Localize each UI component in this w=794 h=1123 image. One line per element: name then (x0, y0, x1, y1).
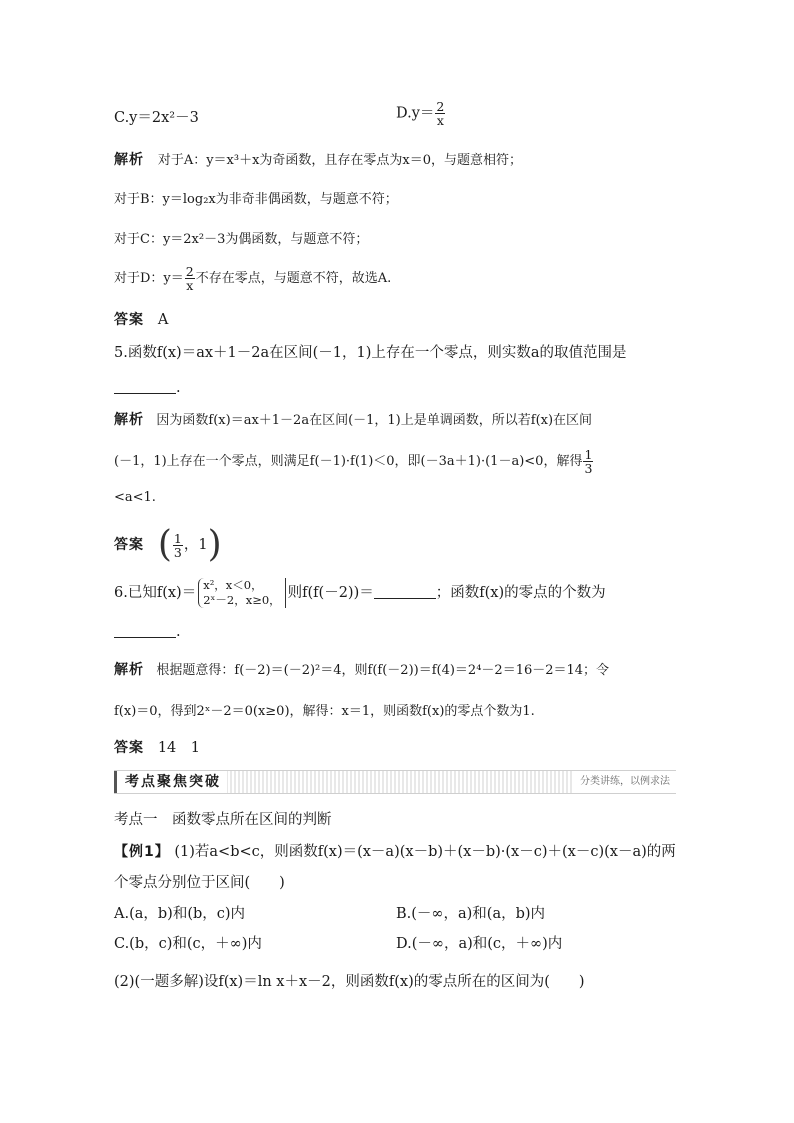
q5-solution-line1 (114, 410, 592, 431)
answer-fraction (173, 532, 183, 559)
piecewise-case-1: x²，x＜0， (203, 578, 263, 592)
q6-solution-line1 (114, 660, 609, 681)
example1-option-c: C.(b，c)和(c，＋∞)内 (114, 936, 262, 952)
q4-solution-line-a (114, 150, 522, 171)
q4-option-d (396, 100, 446, 127)
q5-answer (114, 524, 222, 565)
q4-option-d-prefix: D.y＝ (396, 105, 435, 122)
q6-answer (114, 738, 200, 758)
section-subtitle: 分类讲练，以例求法 (574, 771, 676, 793)
example1-option-b: B.(－∞，a)和(a，b)内 (396, 906, 546, 922)
q5-stem: 5.函数f(x)＝ax＋1－2a在区间(－1，1)上存在一个零点，则实数a的取值范围是 (114, 345, 627, 361)
answer-value: A (157, 312, 169, 328)
answer-blank (114, 379, 176, 394)
q6-solution-line2: f(x)＝0，得到2ˣ－2＝0(x≥0)，解得：x＝1，则函数f(x)的零点个数为1. (114, 704, 535, 719)
q4-solution-line-c: 对于C：y＝2x²－3为偶函数，与题意不符； (114, 232, 369, 247)
line-d-fraction (185, 265, 195, 292)
answer-blank (114, 623, 176, 638)
solution-text: 对于A：y＝x³＋x为奇函数，且存在零点为x＝0，与题意相符； (157, 153, 523, 168)
left-paren: ( (157, 524, 172, 565)
piecewise-case-2: 2ˣ－2，x≥0， (203, 593, 281, 607)
section-title: 考点聚焦突破 (114, 771, 227, 793)
topic-title: 考点一 函数零点所在区间的判断 (114, 812, 332, 828)
answer-label: 答案 (114, 537, 144, 553)
q5-blank-line (114, 378, 181, 398)
answer-value: 14 1 (157, 740, 201, 756)
piecewise-brace (198, 578, 285, 608)
fraction-denominator: 3 (584, 461, 593, 476)
fraction-numerator: 2 (185, 264, 194, 279)
solution-text: 根据题意得：f(－2)＝(－2)²＝4，则f(f(－2))＝f(4)＝2⁴－2＝16－2＝14；令 (156, 663, 610, 678)
line-d-prefix: 对于D：y＝ (114, 271, 184, 286)
answer-blank (374, 584, 436, 599)
solution-text: 因为函数f(x)＝ax＋1－2a在区间(－1，1)上是单调函数，所以若f(x)在区间 (156, 413, 593, 428)
q4-option-d-fraction (435, 100, 445, 127)
fraction-denominator: x (186, 278, 194, 293)
q6-mid2: ；函数f(x)的零点的个数为 (435, 585, 606, 601)
fraction-numerator: 2 (436, 99, 445, 114)
example1-option-a: A.(a，b)和(b，c)内 (114, 906, 246, 922)
answer-label: 答案 (114, 312, 144, 328)
q6-end: . (176, 624, 181, 640)
q4-option-c: C.y＝2x²－3 (114, 110, 199, 126)
right-paren: ) (207, 524, 222, 565)
q4-answer (114, 310, 168, 330)
fraction-numerator: 1 (584, 447, 593, 462)
fraction-numerator: 1 (173, 530, 182, 546)
q5-solution-line2 (114, 448, 594, 475)
answer-label: 答案 (114, 740, 144, 756)
q5-solution-fraction (583, 448, 593, 475)
fraction-denominator: x (436, 113, 444, 128)
solution-label: 解析 (114, 412, 144, 428)
solution-label: 解析 (114, 662, 144, 678)
example1-part2: (2)(一题多解)设f(x)＝ln x＋x－2，则函数f(x)的零点所在的区间为( ) (114, 974, 585, 990)
q6-mid: 则f(f(－2))＝ (287, 585, 374, 601)
example-stem: (1)若a<b<c，则函数f(x)＝(x－a)(x－b)＋(x－b)·(x－c)＋(x－c)(x－a)的两 (174, 844, 676, 860)
q5-solution-line3: <a<1. (114, 490, 156, 505)
fraction-denominator: 3 (173, 544, 182, 560)
example1-line1 (114, 842, 676, 862)
q6-prefix: 6.已知f(x)＝ (114, 585, 197, 601)
line-d-suffix: 不存在零点，与题意不符，故选A. (195, 271, 392, 286)
solution-label: 解析 (114, 152, 144, 168)
example1-line2: 个零点分别位于区间( ) (114, 875, 285, 891)
section-header-bar (114, 770, 676, 794)
q4-solution-line-b: 对于B：y＝log₂x为非奇非偶函数，与题意不符； (114, 192, 398, 207)
solution-text: (－1，1)上存在一个零点，则满足f(－1)·f(1)＜0，即(－3a＋1)·(1－a)<0，解得 (114, 454, 583, 469)
q4-solution-line-d (114, 265, 391, 292)
example1-option-d: D.(－∞，a)和(c，＋∞)内 (396, 936, 563, 952)
answer-rest: ，1 (183, 537, 208, 553)
example-label: 【例1】 (114, 844, 170, 860)
q5-end: . (176, 380, 181, 396)
q6-blank-line (114, 622, 181, 642)
q6-stem (114, 578, 606, 608)
